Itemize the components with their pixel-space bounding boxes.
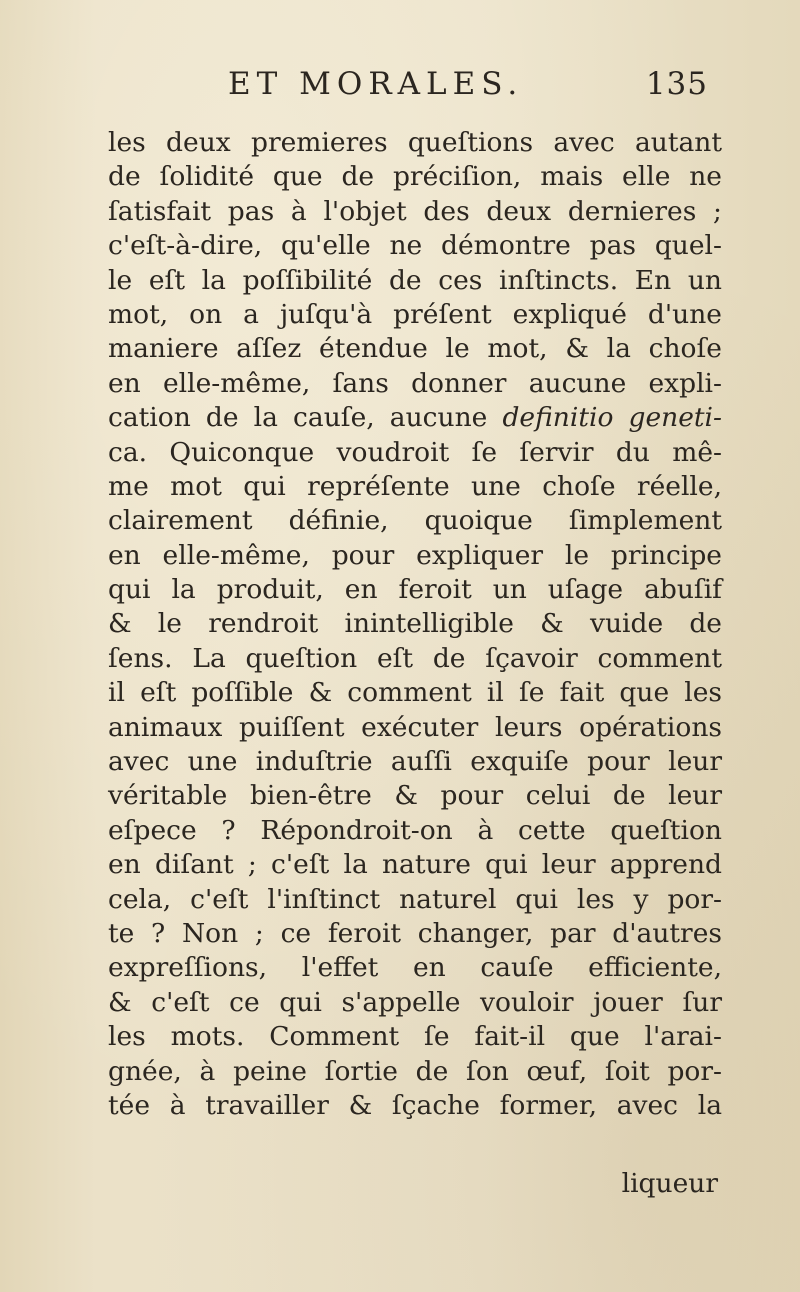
running-head bbox=[228, 66, 708, 106]
text-line: ſens. La queſtion eſt de ſçavoir comment bbox=[108, 642, 722, 674]
text-line: le eſt la poſſibilité de ces inſtincts. En un bbox=[108, 264, 722, 296]
text-line: véritable bien-être & pour celui de leur bbox=[108, 780, 722, 812]
text-line: & le rendroit inintelligible & vuide de bbox=[108, 608, 722, 640]
text-line: animaux puiſſent exécuter leurs opérations bbox=[108, 711, 722, 743]
text-line: gnée, à peine ſortie de ſon œuf, ſoit por- bbox=[108, 1055, 722, 1087]
text-line: ca. Quiconque voudroit ſe ſervir du mê- bbox=[108, 436, 722, 468]
text-line: expreſſions, l'effet en cauſe efficiente, bbox=[108, 952, 722, 984]
text-line: tée à travailler & ſçache former, avec la bbox=[108, 1089, 722, 1121]
text-line: cela, c'eſt l'inſtinct naturel qui les y por- bbox=[108, 883, 722, 915]
text-line: te ? Non ; ce feroit changer, par d'autres bbox=[108, 917, 722, 949]
catchword: liqueur bbox=[621, 1168, 718, 1199]
text-line: avec une induſtrie auſſi exquiſe pour leur bbox=[108, 746, 722, 778]
text-line: maniere aſſez étendue le mot, & la choſe bbox=[108, 333, 722, 365]
text-line: & c'eſt ce qui s'appelle vouloir jouer ſur bbox=[108, 986, 722, 1018]
text-line: en elle-même, pour expliquer le principe bbox=[108, 539, 722, 571]
page-number: 135 bbox=[645, 66, 708, 102]
text-line: qui la produit, en feroit un uſage abuſif bbox=[108, 574, 722, 606]
text-segment: cation de la cauſe, aucune bbox=[108, 402, 488, 434]
text-line: clairement définie, quoique ſimplement bbox=[108, 505, 722, 537]
running-title: ET MORALES. bbox=[228, 66, 524, 102]
text-line: c'eſt-à-dire, qu'elle ne démontre pas quel- bbox=[108, 230, 722, 262]
text-line: les deux premieres queſtions avec autant bbox=[108, 127, 722, 158]
text-line: en diſant ; c'eſt la nature qui leur apprend bbox=[108, 849, 722, 881]
text-line bbox=[108, 401, 722, 435]
text-line: de ſolidité que de préciſion, mais elle ne bbox=[108, 161, 722, 193]
text-line: il eſt poſſible & comment il ſe fait que les bbox=[108, 677, 722, 709]
text-line: me mot qui repréſente une choſe réelle, bbox=[108, 470, 722, 502]
italic-phrase: definitio geneti- bbox=[502, 402, 722, 434]
text-line: les mots. Comment ſe fait-il que l'arai- bbox=[108, 1021, 722, 1053]
text-line: eſpece ? Répondroit-on à cette queſtion bbox=[108, 814, 722, 846]
body-text bbox=[108, 126, 722, 1123]
text-line: mot, on a juſqu'à préſent expliqué d'une bbox=[108, 298, 722, 330]
text-line: ſatisfait pas à l'objet des deux dernieres ; bbox=[108, 195, 722, 227]
text-line: en elle-même, ſans donner aucune expli- bbox=[108, 367, 722, 399]
